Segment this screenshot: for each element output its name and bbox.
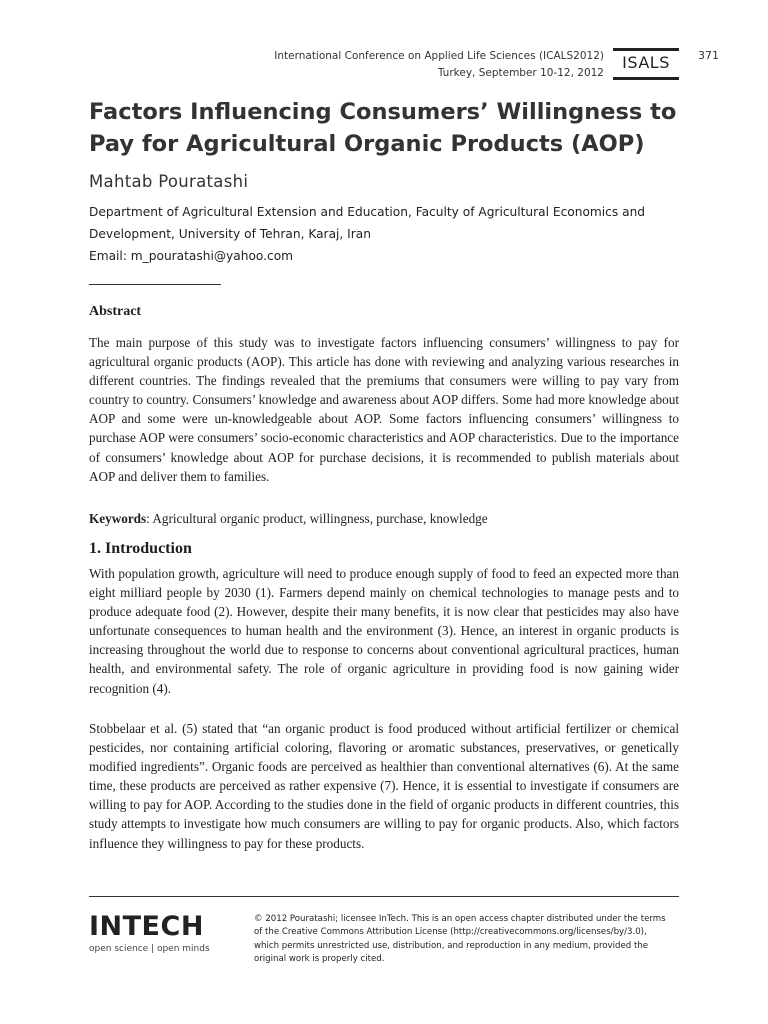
license-line-1: © 2012 Pouratashi; licensee InTech. This is an open access chapter distributed under the terms [254, 914, 666, 924]
conference-location-date: Turkey, September 10-12, 2012 [437, 67, 604, 79]
affiliation-line-1: Department of Agricultural Extension and Education, Faculty of Agricultural Economics and [89, 205, 646, 219]
license-line-3: which permits unrestricted use, distribution, and reproduction in any medium, provided the [254, 940, 649, 951]
publisher-tagline: open science | open minds [89, 944, 210, 954]
license-line-2: of the Creative Commons Attribution License (http://creativecommons.org/licenses/by/3.0), [254, 927, 647, 938]
abstract-heading: Abstract [89, 304, 142, 319]
keywords [89, 509, 679, 528]
affiliation [89, 201, 689, 267]
keywords-text: : Agricultural organic product, willingness, purchase, knowledge [146, 511, 488, 526]
author-email: Email: m_pouratashi@yahoo.com [89, 249, 294, 263]
publisher-name: INTECH [89, 911, 204, 942]
logo-text: ISALS [622, 53, 670, 72]
title-line-1: Factors Influencing Consumers’ Willingness to [89, 99, 677, 125]
introduction-paragraph-1: With population growth, agriculture will need to produce enough supply of food to feed an expected more than eight milliard people by 2030 (1). Farmers depend mainly on chemical technologies to manage pests and to produce adequate food (2). However, despite their many benefits, it is now clear that pesticides may also have unfortunate consequences to human health and the environment (3). Hence, an interest in organic products is increasing throughout the world due to response to concerns about conventional agricultural practices, human health, and environmental safety. The role of organic agriculture in providing food is now gaining wider recognition (4). [89, 566, 679, 696]
title-line-2: Pay for Agricultural Organic Products (AOP) [89, 131, 645, 157]
author-name: Mahtab Pouratashi [89, 172, 249, 191]
introduction-heading: 1. Introduction [89, 540, 192, 557]
license-line-4: original work is properly cited. [254, 954, 385, 965]
paper-title [89, 96, 689, 160]
title-divider [89, 284, 221, 285]
conference-info [274, 48, 604, 82]
isals-logo [613, 48, 679, 80]
intech-logo [89, 912, 210, 954]
affiliation-line-2: Development, University of Tehran, Karaj, Iran [89, 227, 371, 241]
introduction-paragraph-2: Stobbelaar et al. (5) stated that “an organic product is food produced without artificial fertilizer or chemical pesticides, nor containing artificial coloring, flavoring or aromatic substances, preservatives, or genetically modified ingredients”. Organic foods are perceived as healthier than conventional alternatives (6). At the same time, these products are perceived as rather expensive (7). Hence, it is essential to investigate if consumers are willing to pay for AOP. According to the studies done in the field of organic products in different countries, this study attempts to investigate how much consumers are willing to pay for organic products. Also, which factors influence they willingness to pay for these products. [89, 721, 679, 851]
license-notice [254, 913, 684, 967]
abstract-text: The main purpose of this study was to investigate factors influencing consumers’ willingness to pay for agricultural organic products (AOP). This article has done with reviewing and analyzing various researches in different countries. The findings revealed that the premiums that consumers were willing to pay vary from country to country. Consumers’ knowledge and awareness about AOP differs. Some had more knowledge about AOP and some were un-knowledgeable about AOP. Some factors influencing consumers’ willingness to purchase AOP were consumers’ socio-economic characteristics and AOP characteristics. Due to the importance of consumers’ knowledge about AOP for purchase decisions, it is recommended to publish materials about AOP and deliver them to families. [89, 335, 679, 484]
page-number: 371 [698, 49, 719, 62]
footer-divider [89, 896, 679, 897]
keywords-label: Keywords [89, 511, 147, 526]
conference-name: International Conference on Applied Life Sciences (ICALS2012) [274, 50, 604, 62]
